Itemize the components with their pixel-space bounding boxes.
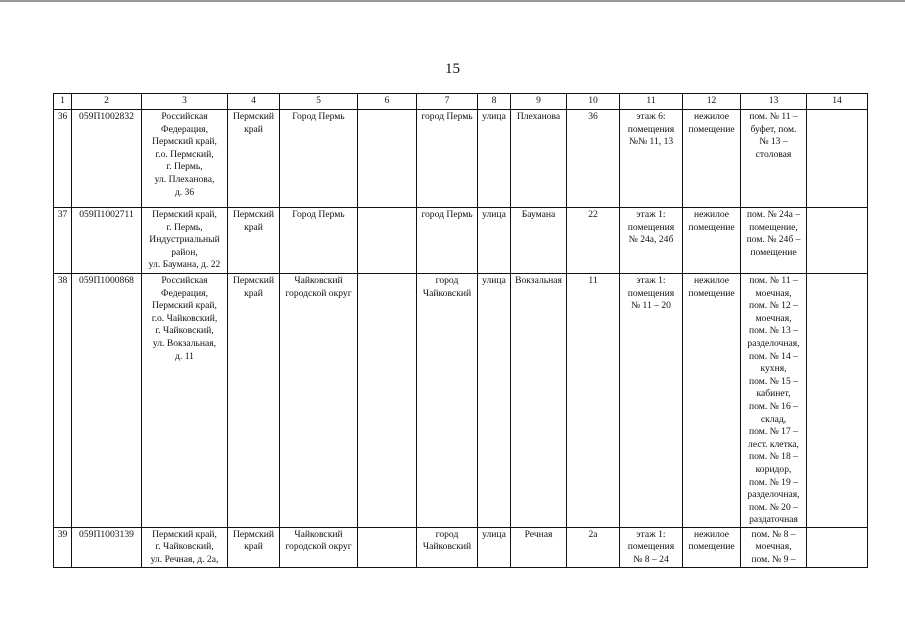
registry-table	[53, 93, 868, 568]
street-type: улица	[478, 110, 511, 208]
table-row	[54, 110, 868, 208]
floor-premises: этаж 1: помещения № 24а, 24б	[620, 208, 683, 274]
street-name: Речная	[511, 527, 567, 567]
row-number: 38	[54, 274, 72, 528]
top-rule	[0, 0, 905, 2]
column-6-cell	[358, 527, 417, 567]
rooms-list: пом. № 8 – моечная, пом. № 9 –	[741, 527, 807, 567]
municipality: Город Пермь	[280, 208, 358, 274]
column-header: 14	[807, 94, 868, 110]
row-number: 37	[54, 208, 72, 274]
column-number-row	[54, 94, 868, 110]
region: Пермский край	[228, 274, 280, 528]
street-name: Баумана	[511, 208, 567, 274]
street-name: Плеханова	[511, 110, 567, 208]
full-address: Российская Федерация, Пермский край, г.о. Пермский, г. Пермь, ул. Плеханова, д. 36	[142, 110, 228, 208]
row-number: 36	[54, 110, 72, 208]
column-6-cell	[358, 274, 417, 528]
full-address: Пермский край, г. Чайковский, ул. Речная, д. 2а,	[142, 527, 228, 567]
object-code: 059П1000868	[72, 274, 142, 528]
column-header: 5	[280, 94, 358, 110]
object-code: 059П1003139	[72, 527, 142, 567]
page-number: 15	[445, 61, 460, 77]
rooms-list: пом. № 11 – буфет, пом. № 13 – столовая	[741, 110, 807, 208]
column-6-cell	[358, 208, 417, 274]
column-header: 7	[417, 94, 478, 110]
column-header: 6	[358, 94, 417, 110]
object-code: 059П1002711	[72, 208, 142, 274]
municipality: Город Пермь	[280, 110, 358, 208]
table-row	[54, 274, 868, 528]
column-header: 10	[567, 94, 620, 110]
street-name: Вокзальная	[511, 274, 567, 528]
table-row	[54, 527, 868, 567]
municipality: Чайковский городской округ	[280, 527, 358, 567]
column-header: 2	[72, 94, 142, 110]
house-number: 22	[567, 208, 620, 274]
full-address: Российская Федерация, Пермский край, г.о. Чайковский, г. Чайковский, ул. Вокзальная, д. 11	[142, 274, 228, 528]
column-header: 9	[511, 94, 567, 110]
rooms-list: пом. № 24а – помещение, пом. № 24б – помещение	[741, 208, 807, 274]
premises-type: нежилое помещение	[683, 110, 741, 208]
column-14-cell	[807, 110, 868, 208]
house-number: 36	[567, 110, 620, 208]
settlement: город Чайковский	[417, 527, 478, 567]
column-14-cell	[807, 527, 868, 567]
settlement: город Чайковский	[417, 274, 478, 528]
region: Пермский край	[228, 208, 280, 274]
house-number: 2а	[567, 527, 620, 567]
floor-premises: этаж 1: помещения № 11 – 20	[620, 274, 683, 528]
premises-type: нежилое помещение	[683, 274, 741, 528]
house-number: 11	[567, 274, 620, 528]
floor-premises: этаж 6: помещения №№ 11, 13	[620, 110, 683, 208]
settlement: город Пермь	[417, 208, 478, 274]
street-type: улица	[478, 274, 511, 528]
column-header: 8	[478, 94, 511, 110]
premises-type: нежилое помещение	[683, 208, 741, 274]
full-address: Пермский край, г. Пермь, Индустриальный район, ул. Баумана, д. 22	[142, 208, 228, 274]
column-header: 4	[228, 94, 280, 110]
column-14-cell	[807, 208, 868, 274]
column-header: 13	[741, 94, 807, 110]
column-header: 3	[142, 94, 228, 110]
column-14-cell	[807, 274, 868, 528]
table-row	[54, 208, 868, 274]
column-header: 1	[54, 94, 72, 110]
street-type: улица	[478, 208, 511, 274]
floor-premises: этаж 1: помещения № 8 – 24	[620, 527, 683, 567]
region: Пермский край	[228, 110, 280, 208]
premises-type: нежилое помещение	[683, 527, 741, 567]
region: Пермский край	[228, 527, 280, 567]
municipality: Чайковский городской округ	[280, 274, 358, 528]
street-type: улица	[478, 527, 511, 567]
row-number: 39	[54, 527, 72, 567]
column-header: 12	[683, 94, 741, 110]
column-6-cell	[358, 110, 417, 208]
object-code: 059П1002832	[72, 110, 142, 208]
settlement: город Пермь	[417, 110, 478, 208]
column-header: 11	[620, 94, 683, 110]
rooms-list: пом. № 11 – моечная, пом. № 12 – моечная, пом. № 13 – разделочная, пом. № 14 – кухня, пом. № 15 – кабинет, пом. № 16 – склад, пом. № 17 – лест. клетка, пом. № 18 – коридор, пом. № 19 – разделочная, пом. № 20 – раздаточная	[741, 274, 807, 528]
